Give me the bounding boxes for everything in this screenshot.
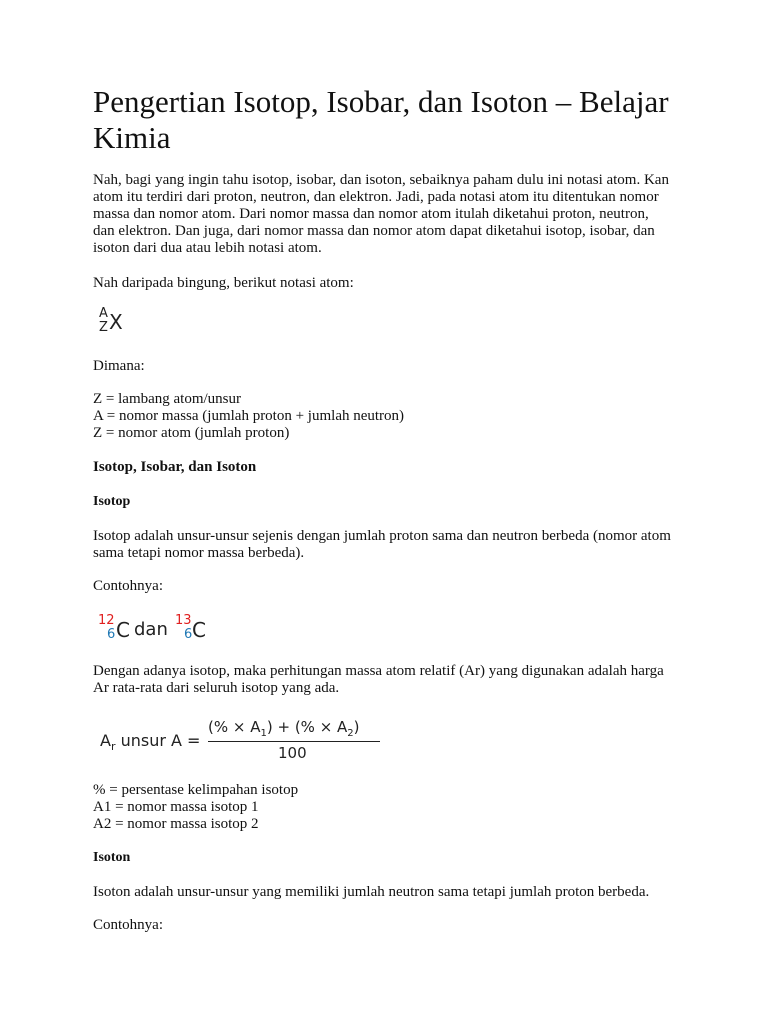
legend-item: A1 = nomor massa isotop 1	[93, 799, 259, 815]
c13-mass-number: 13	[175, 613, 192, 628]
page-title: Pengertian Isotop, Isobar, dan Isoton – Belajar Kimia	[93, 84, 669, 155]
formula-denominator: 100	[278, 744, 307, 762]
ar-formula	[100, 714, 400, 766]
c12-symbol: C	[116, 618, 130, 642]
section-heading: Isotop, Isobar, dan Isoton	[93, 459, 257, 475]
c13-symbol: C	[192, 618, 206, 642]
isoton-example-label: Contohnya:	[93, 917, 163, 933]
c12-mass-number: 12	[98, 613, 115, 628]
formula-lhs: $A_r$ unsur A =	[100, 731, 201, 754]
c12-atomic-number: 6	[107, 627, 116, 642]
intro-paragraph: Nah, bagi yang ingin tahu isotop, isobar, dan isoton, sebaiknya paham dulu ini notasi atom. Kan atom itu terdiri dari proton, neutron, dan elektron. Jadi, pada notasi atom itu ditentukan nomor massa dan nomor atom. Dari nomor massa dan nomor atom itulah diketahui proton, neutron, dan elektron. Dan juga, dari nomor massa dan nomor atom dapat diketahui isotop, isobar, dan isoton dari dua atau lebih notasi atom.	[93, 172, 669, 256]
notation-mass-number: A	[99, 306, 108, 321]
definition-item: Z = lambang atom/unsur	[93, 391, 242, 407]
notation-intro: Nah daripada bingung, berikut notasi atom:	[93, 275, 354, 291]
isotop-definition: Isotop adalah unsur-unsur sejenis dengan jumlah proton sama dan neutron berbeda (nomor atom sama tetapi nomor massa berbeda).	[93, 528, 671, 561]
c13-atomic-number: 6	[184, 627, 193, 642]
formula-numerator: (% × $A_1$) + (% × $A_2$)	[208, 718, 360, 739]
legend-item: % = persentase kelimpahan isotop	[93, 782, 299, 798]
isotop-heading: Isotop	[93, 494, 131, 509]
isotop-example-label: Contohnya:	[93, 578, 163, 594]
example-connector: dan	[134, 619, 168, 640]
atom-notation	[99, 307, 139, 337]
legend-item: A2 = nomor massa isotop 2	[93, 816, 259, 832]
dimana-label: Dimana:	[93, 358, 145, 374]
definition-item: A = nomor massa (jumlah proton + jumlah neutron)	[93, 408, 405, 424]
isoton-heading: Isoton	[93, 850, 131, 865]
isotop-example	[98, 614, 218, 644]
fraction-bar	[208, 741, 380, 742]
notation-symbol: X	[109, 310, 123, 334]
definition-item: Z = nomor atom (jumlah proton)	[93, 425, 290, 441]
isoton-definition: Isoton adalah unsur-unsur yang memiliki jumlah neutron sama tetapi jumlah proton berbeda.	[93, 884, 650, 900]
ar-paragraph: Dengan adanya isotop, maka perhitungan massa atom relatif (Ar) yang digunakan adalah harga Ar rata-rata dari seluruh isotop yang ada.	[93, 663, 664, 696]
notation-atomic-number: Z	[99, 320, 108, 335]
